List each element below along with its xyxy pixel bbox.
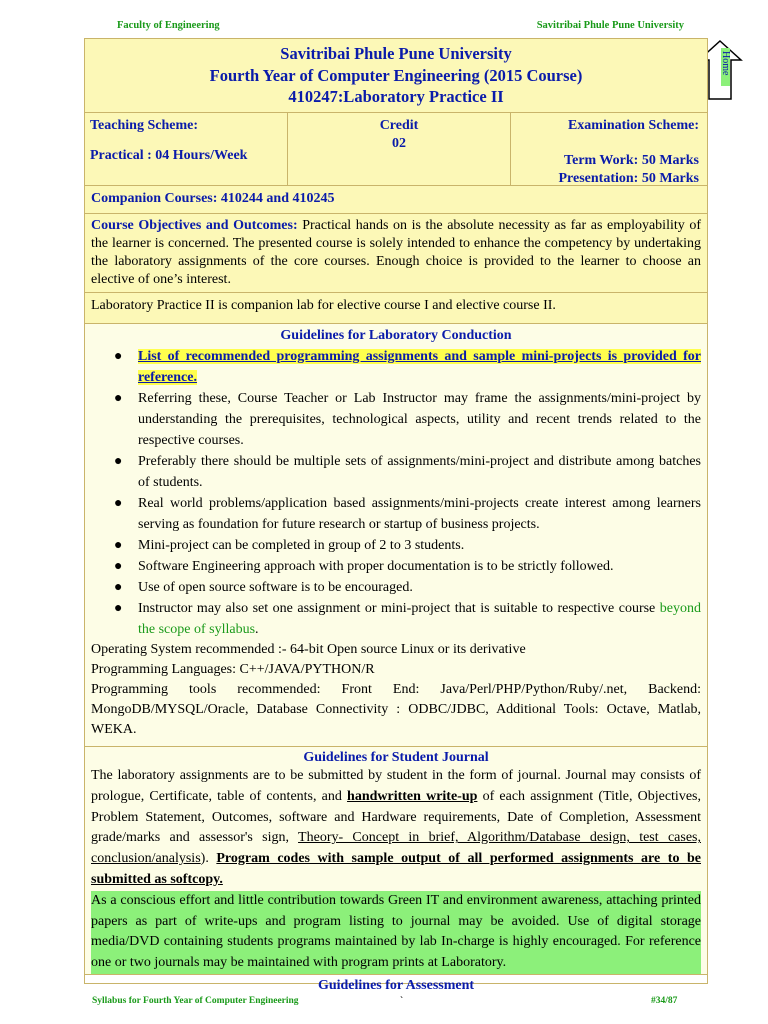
bullet-icon: ●: [114, 601, 123, 616]
header-right: Savitribai Phule Pune University: [536, 20, 684, 31]
programming-languages: Programming Languages: C++/JAVA/PYTHON/R: [91, 662, 375, 677]
course-title: 410247:Laboratory Practice II: [288, 87, 504, 106]
header-left: Faculty of Engineering: [117, 20, 220, 31]
teaching-label: Teaching Scheme:: [90, 118, 198, 133]
programming-tools: Programming tools recommended: Front End: Java/Perl/PHP/Python/Ruby/.net, Backend: MongoDB/MYSQL/Oracle, Database Connectivity : ODBC/JDBC, Additional Tools: Octave, Matlab, WEKA.: [91, 682, 701, 737]
examination-scheme: [511, 113, 707, 186]
course-title-block: [85, 39, 707, 113]
list-item: ● Use of open source software is to be encouraged.: [91, 577, 701, 598]
list-item: ● Software Engineering approach with proper documentation is to be strictly followed.: [91, 556, 701, 577]
highlighted-guideline: List of recommended programming assignments and sample mini-projects is provided for reference.: [138, 349, 701, 385]
lab-guidelines-list: [91, 346, 701, 640]
page-header: [0, 20, 768, 34]
program-title: Fourth Year of Computer Engineering (2015 Course): [209, 65, 583, 85]
course-objectives: [85, 214, 707, 293]
objectives-text: Practical hands on is the absolute necessity as far as employability of the learner is concerned. The presented course is solely intended to enhance the competency by undertaking the laboratory assignments of the core courses. Enough choice is provided to the learner to choose an elective of one’s interest.: [91, 218, 701, 287]
bullet-icon: ●: [114, 538, 123, 553]
credit-label: Credit: [379, 118, 419, 133]
journal-paragraph: The laboratory assignments are to be submitted by student in the form of journal. Journal may consists of prologue, Certificate, table of contents, and handwritten write-up of each assignment (Title, Objectives, Problem Statement, Outcomes, software and Hardware requirements, Date of Completion, Assessment grade/marks and assessor's sign, Theory- Concept in brief, Algorithm/Database design, test cases, conclusion/analysis). Program codes with sample output of all performed assignments are to be submitted as softcopy.: [91, 768, 701, 887]
green-it-note: As a conscious effort and little contribution towards Green IT and environment awareness, attaching printed papers as part of write-ups and program listing to journal may be avoided. Use of digital storage media/DVD containing students programs maintained by lab In-charge is highly encouraged. For reference one or two journals may be maintained with program prints at Laboratory.: [91, 891, 701, 974]
objectives-label: Course Objectives and Outcomes:: [91, 218, 298, 233]
presentation-marks: Presentation: 50 Marks: [558, 171, 699, 186]
footer-mid: `: [400, 996, 404, 1006]
list-item: ● Real world problems/application based assignments/mini-projects create interest among learners serving as foundation for future research or startup of business projects.: [91, 493, 701, 535]
home-label: Home: [720, 51, 731, 76]
teaching-scheme: [85, 113, 288, 186]
footer-left: Syllabus for Fourth Year of Computer Engineering: [92, 996, 299, 1006]
university-title: Savitribai Phule Pune University: [280, 44, 512, 63]
lab-practice-note: Laboratory Practice II is companion lab for elective course I and elective course II.: [85, 293, 707, 324]
list-item: [91, 346, 701, 388]
list-item: ● Instructor may also set one assignment or mini-project that is suitable to respective course beyond the scope of syllabus.: [91, 598, 701, 640]
list-item: ● Referring these, Course Teacher or Lab Instructor may frame the assignments/mini-project by understanding the prerequisites, technological aspects, utility and recent trends related to the respective courses.: [91, 388, 701, 451]
journal-guidelines-section: [85, 747, 707, 975]
bullet-icon: ●: [114, 559, 123, 574]
scheme-row: [85, 113, 707, 186]
page-number: #34/87: [651, 996, 678, 1006]
list-item: ● Preferably there should be multiple sets of assignments/mini-project and distribute among batches of students.: [91, 451, 701, 493]
journal-guidelines-title: Guidelines for Student Journal: [303, 750, 489, 765]
list-item: ● Mini-project can be completed in group of 2 to 3 students.: [91, 535, 701, 556]
bullet-icon: ●: [114, 349, 123, 364]
credit-value: 02: [392, 136, 406, 151]
bullet-icon: ●: [114, 454, 123, 469]
term-work: Term Work: 50 Marks: [564, 153, 699, 168]
bullet-icon: ●: [114, 391, 123, 406]
assessment-guidelines-title: Guidelines for Assessment: [317, 977, 475, 993]
companion-courses: Companion Courses: 410244 and 410245: [85, 186, 707, 214]
bullet-icon: ●: [114, 580, 123, 595]
exam-label: Examination Scheme:: [567, 118, 699, 133]
lab-guidelines-title: Guidelines for Laboratory Conduction: [280, 328, 512, 343]
practical-hours: Practical : 04 Hours/Week: [90, 148, 248, 163]
bullet-icon: ●: [114, 496, 123, 511]
os-recommendation: Operating System recommended :- 64-bit Open source Linux or its derivative: [91, 642, 526, 657]
lab-guidelines-section: [85, 324, 707, 747]
credit: [288, 113, 511, 186]
syllabus-frame: [84, 38, 708, 993]
